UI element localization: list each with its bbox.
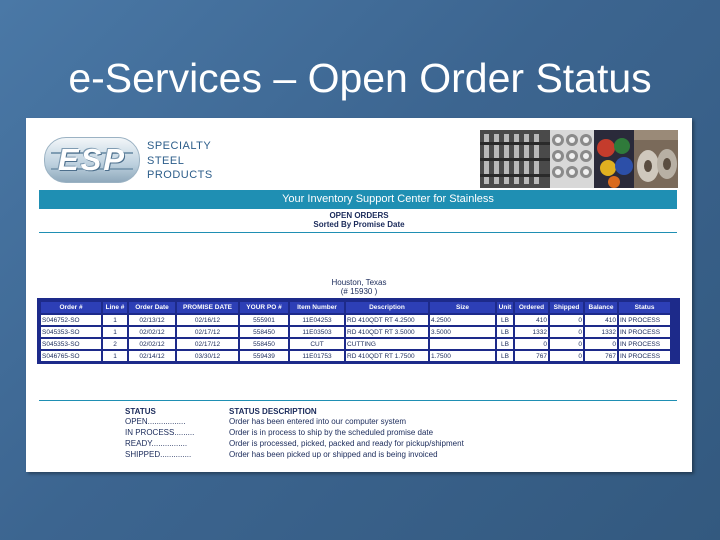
status-name: READY................: [125, 439, 188, 448]
cell-line: 1: [103, 315, 127, 325]
cell-balance: 0: [585, 339, 617, 349]
cell-size: 3.5000: [430, 327, 495, 337]
cell-your-po: 559439: [240, 351, 288, 361]
company-name-line: STEEL: [147, 154, 185, 167]
steel-coils-photo: [634, 130, 678, 188]
col-item-number: Item Number: [290, 302, 344, 313]
cell-unit: LB: [497, 351, 513, 361]
divider: [39, 232, 677, 233]
cell-balance: 767: [585, 351, 617, 361]
location-header: [26, 278, 692, 296]
table-row[interactable]: [41, 315, 670, 325]
cell-ordered: 767: [515, 351, 548, 361]
cell-order: S046765-SO: [41, 351, 101, 361]
location-name: Houston, Texas: [331, 278, 387, 287]
cell-description: RD 410QDT RT 3.5000: [346, 327, 428, 337]
steel-racks-photo: [480, 130, 550, 188]
col-unit: Unit: [498, 304, 512, 311]
cell-order-date: 02/02/12: [129, 339, 175, 349]
company-name: [147, 139, 257, 183]
col-balance: Balance: [585, 302, 617, 313]
tagline-banner: [39, 190, 677, 209]
status-name: SHIPPED..............: [125, 450, 192, 459]
cell-balance: 410: [585, 315, 617, 325]
cell-line: 2: [103, 339, 127, 349]
cell-status: IN PROCESS: [619, 339, 670, 349]
cell-your-po: 555901: [240, 315, 288, 325]
cell-status: IN PROCESS: [619, 315, 670, 325]
cell-order: S045353-SO: [41, 327, 101, 337]
col-size: Size: [430, 302, 495, 313]
cell-description: RD 410QDT RT 1.7500: [346, 351, 428, 361]
status-description: Order has been entered into our computer system: [229, 417, 406, 426]
status-legend-title: STATUS: [125, 407, 156, 416]
status-name: OPEN.................: [125, 417, 186, 426]
cell-ordered: 1332: [515, 327, 548, 337]
col-status: Status: [619, 302, 670, 313]
steel-pipes-photo: [550, 130, 594, 188]
cell-balance: 1332: [585, 327, 617, 337]
col-shipped: Shipped: [550, 302, 583, 313]
status-descriptions: [229, 416, 464, 460]
cell-order: S046752-SO: [41, 315, 101, 325]
cell-size: 4.2500: [430, 315, 495, 325]
status-name: IN PROCESS.........: [125, 428, 195, 437]
cell-size: 1.7500: [430, 351, 495, 361]
status-description: Order has been picked up or shipped and is being invoiced: [229, 450, 438, 459]
cell-description: RD 410QDT RT 4.2500: [346, 315, 428, 325]
cell-item-number: 11E04253: [290, 315, 344, 325]
cell-your-po: 558450: [240, 327, 288, 337]
status-names: [125, 416, 194, 460]
cell-item-number: 11E01753: [290, 351, 344, 361]
cell-shipped: 0: [550, 339, 583, 349]
cell-order-date: 02/02/12: [129, 327, 175, 337]
cell-size: [430, 339, 495, 349]
cell-unit: LB: [497, 315, 513, 325]
open-orders-table: [37, 298, 680, 364]
tagline-text: Your Inventory Support Center for Stainless: [282, 193, 494, 205]
table-row[interactable]: [41, 339, 670, 349]
cell-line: 1: [103, 351, 127, 361]
col-your-po: YOUR PO #: [240, 302, 288, 313]
cell-your-po: 558450: [240, 339, 288, 349]
status-description-title: STATUS DESCRIPTION: [229, 407, 317, 416]
status-description: Order is in process to ship by the scheduled promise date: [229, 428, 434, 437]
cell-status: IN PROCESS: [619, 351, 670, 361]
colored-bars-photo: [594, 130, 634, 188]
slide-title: e-Services – Open Order Status: [68, 55, 652, 101]
company-name-line: SPECIALTY: [147, 140, 212, 152]
cell-item-number: CUT: [290, 339, 344, 349]
col-order-date: Order Date: [129, 302, 175, 313]
esp-logo: [44, 137, 140, 183]
table-row[interactable]: [41, 327, 670, 337]
report-title: OPEN ORDERS: [329, 211, 389, 220]
cell-shipped: 0: [550, 327, 583, 337]
cell-shipped: 0: [550, 315, 583, 325]
divider: [39, 400, 677, 401]
col-ordered: Ordered: [515, 302, 548, 313]
cell-order-date: 02/14/12: [129, 351, 175, 361]
company-name-line: PRODUCTS: [147, 169, 213, 181]
cell-promise-date: 02/17/12: [177, 339, 238, 349]
order-status-screenshot: [26, 118, 692, 472]
cell-status: IN PROCESS: [619, 327, 670, 337]
report-sort: Sorted By Promise Date: [313, 220, 405, 229]
status-description: Order is processed, picked, packed and ready for pickup/shipment: [229, 439, 464, 448]
table-row[interactable]: [41, 351, 670, 361]
cell-line: 1: [103, 327, 127, 337]
col-description: Description: [346, 302, 428, 313]
table-header-row: [41, 302, 670, 313]
cell-promise-date: 02/17/12: [177, 327, 238, 337]
cell-item-number: 11E03503: [290, 327, 344, 337]
report-header: [26, 211, 692, 229]
cell-order-date: 02/13/12: [129, 315, 175, 325]
cell-ordered: 410: [515, 315, 548, 325]
cell-shipped: 0: [550, 351, 583, 361]
cell-description: CUTTING: [346, 339, 428, 349]
col-line: Line #: [103, 302, 127, 313]
cell-ordered: 0: [515, 339, 548, 349]
account-number: (# 15930 ): [340, 287, 378, 296]
logo-text: ESP: [57, 142, 127, 177]
cell-unit: LB: [497, 339, 513, 349]
cell-order: S045353-SO: [41, 339, 101, 349]
col-promise-date: PROMISE DATE: [177, 302, 238, 313]
cell-promise-date: 02/16/12: [177, 315, 238, 325]
col-order: Order #: [41, 302, 101, 313]
cell-promise-date: 03/30/12: [177, 351, 238, 361]
cell-unit: LB: [497, 327, 513, 337]
